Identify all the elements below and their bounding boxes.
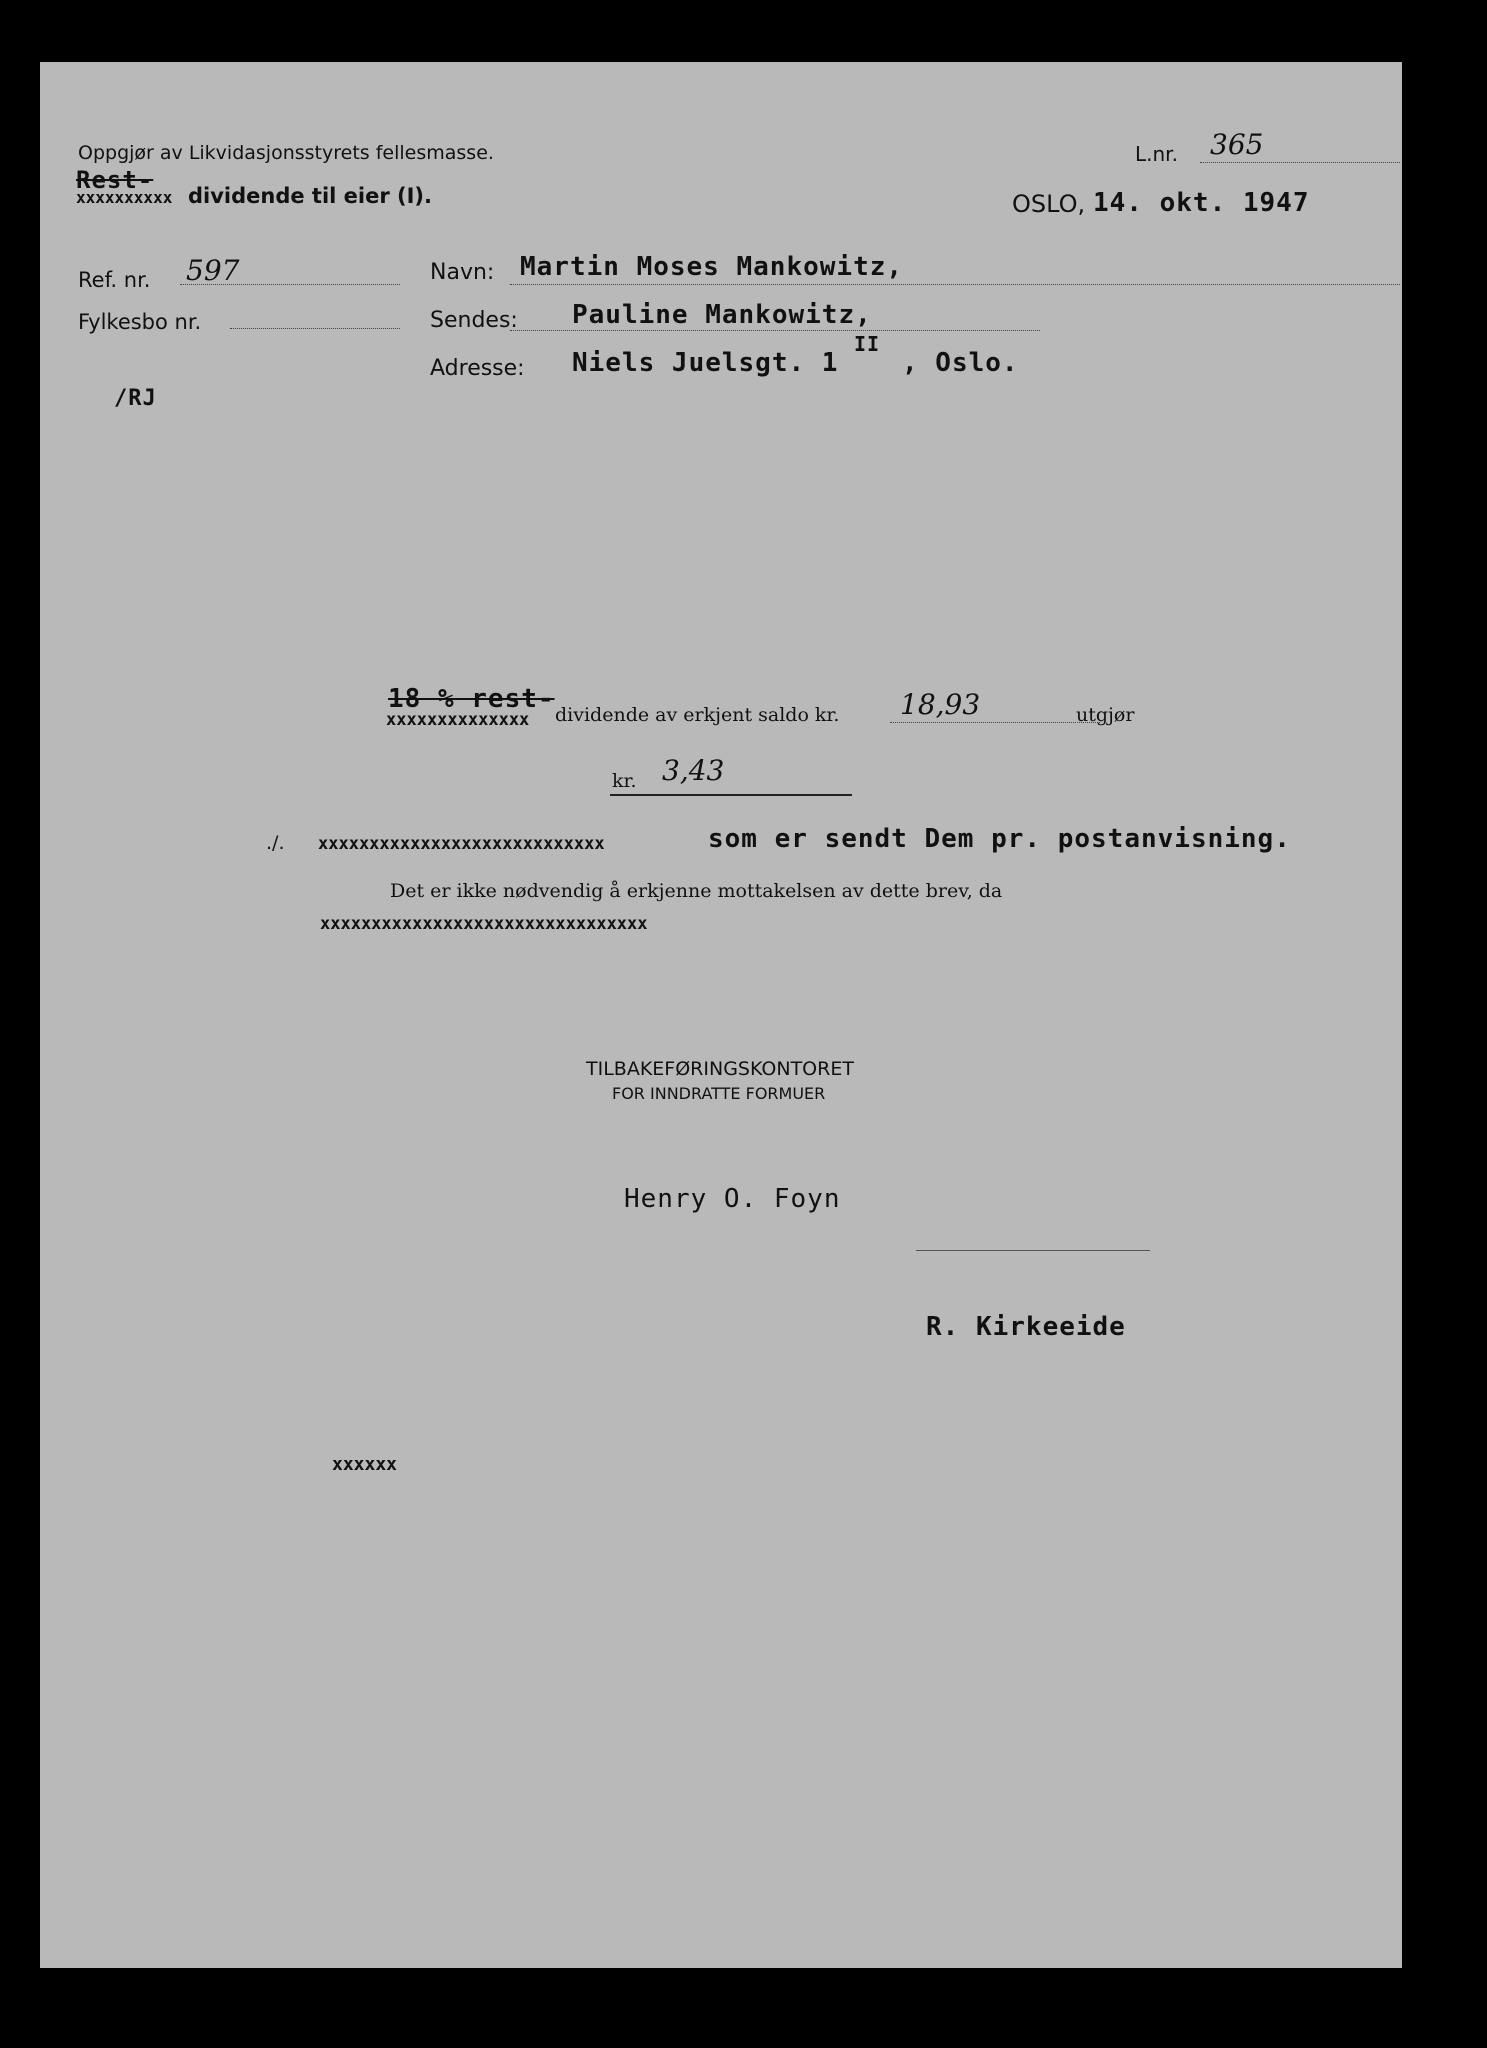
- navn-dotline: [510, 284, 1400, 285]
- lnr-value: 365: [1210, 128, 1264, 161]
- lnr-dotline: [1200, 162, 1400, 163]
- signature-line: [916, 1250, 1150, 1251]
- struck-prefix: xxxxxxxxxxxxxx: [386, 710, 530, 730]
- struck-title-word: xxxxxxxxxx: [76, 188, 173, 207]
- office-name-line2: FOR INNDRATTE FORMUER: [612, 1084, 826, 1103]
- overtyped-rest: Rest-: [76, 166, 154, 194]
- title-line2: dividende til eier (I).: [188, 184, 433, 208]
- ref-value: 597: [186, 254, 240, 287]
- navn-label: Navn:: [430, 260, 495, 285]
- body-line1: dividende av erkjent saldo kr.: [555, 704, 840, 726]
- saldo-value: 18,93: [900, 688, 981, 721]
- attachment-mark: ./.: [266, 832, 285, 854]
- footer-struck-word: xxxxxx: [332, 1454, 398, 1475]
- struck-line5: xxxxxxxxxxxxxxxxxxxxxxxxxxxxxxxx: [320, 914, 648, 934]
- amount-value: 3,43: [662, 754, 725, 787]
- adresse-superscript: II: [854, 332, 881, 356]
- overtyped-prefix: 18 % rest-: [388, 684, 555, 714]
- ref-label: Ref. nr.: [78, 268, 151, 292]
- adresse-label: Adresse:: [430, 356, 525, 381]
- adresse-value-part1: Niels Juelsgt. 1: [572, 348, 839, 378]
- signer1: Henry O. Foyn: [624, 1184, 841, 1214]
- office-name-line1: TILBAKEFØRINGSKONTORET: [586, 1058, 854, 1080]
- signer2: R. Kirkeeide: [926, 1312, 1126, 1342]
- date: 14. okt. 1947: [1093, 188, 1310, 218]
- struck-line3: xxxxxxxxxxxxxxxxxxxxxxxxxxxx: [318, 834, 605, 854]
- lnr-label: L.nr.: [1135, 142, 1178, 166]
- saldo-dotline: [890, 722, 1100, 723]
- navn-value: Martin Moses Mankowitz,: [520, 252, 904, 282]
- fylkesbo-dotline: [230, 328, 400, 329]
- sendes-dotline: [510, 330, 1040, 331]
- utgjor-text: utgjør: [1076, 704, 1135, 726]
- amount-underline: [610, 794, 852, 796]
- ref-dotline: [180, 284, 400, 285]
- body-line4: Det er ikke nødvendig å erkjenne mottakelsen av dette brev, da: [390, 880, 1003, 902]
- amount-label: kr.: [612, 770, 637, 792]
- fylkesbo-label: Fylkesbo nr.: [78, 310, 202, 334]
- title-line1: Oppgjør av Likvidasjonsstyrets fellesmasse.: [78, 142, 494, 164]
- document-page: [40, 62, 1402, 1968]
- sendes-label: Sendes:: [430, 308, 518, 333]
- city: OSLO,: [1012, 190, 1086, 218]
- adresse-value-part2: , Oslo.: [902, 348, 1019, 378]
- sendes-value: Pauline Mankowitz,: [572, 300, 872, 330]
- body-line3: som er sendt Dem pr. postanvisning.: [708, 824, 1291, 854]
- initials: /RJ: [114, 386, 157, 411]
